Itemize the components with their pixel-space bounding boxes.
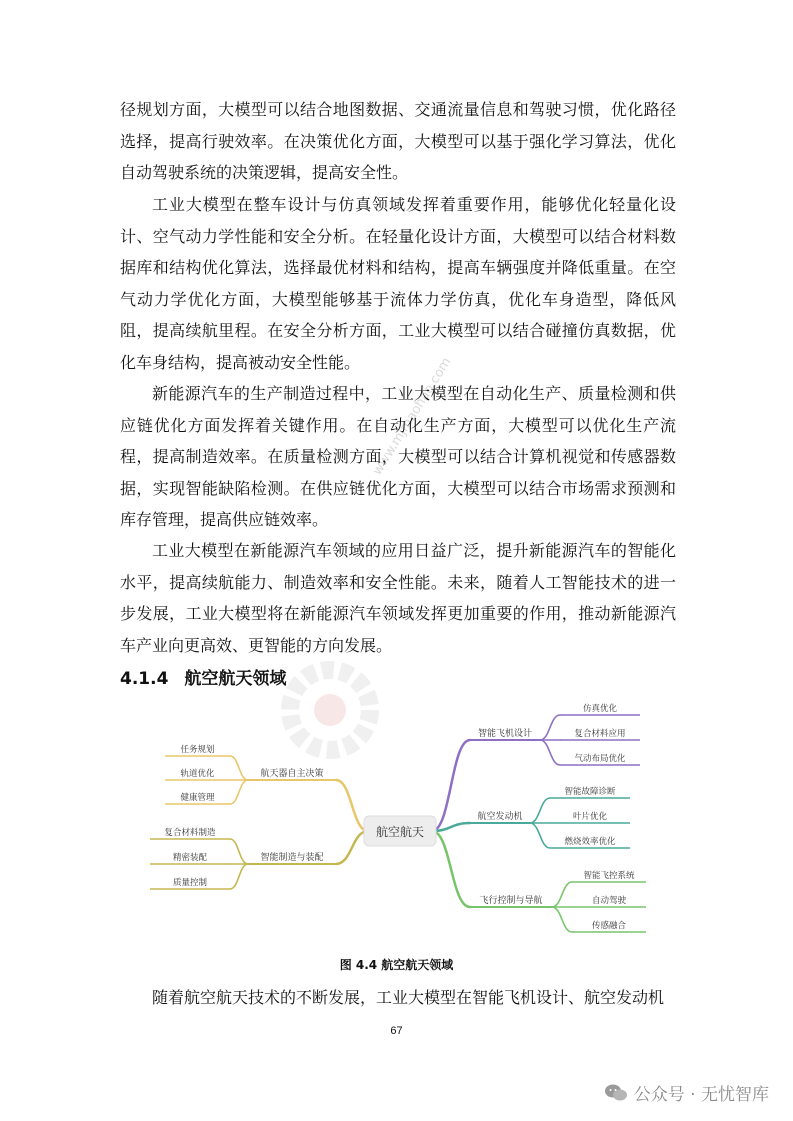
branch-connector <box>432 740 470 831</box>
leaf-connector <box>230 756 248 780</box>
page-number: 67 <box>390 1025 403 1037</box>
branch-connector <box>336 780 368 831</box>
leaf-connector <box>230 780 248 804</box>
paragraph-1: 径规划方面，大模型可以结合地图数据、交通流量信息和驾驶习惯，优化路径选择，提高行驶效率。在决策优化方面，大模型可以基于强化学习算法，优化自动驾驶系统的决策逻辑，提高安全性。 <box>120 100 676 182</box>
leaf-label: 任务规划 <box>180 745 215 755</box>
leaf-label: 智能飞控系统 <box>583 871 635 881</box>
watermark-text: www.mjmaohao.com <box>370 355 455 478</box>
leaf-label: 复合材料制造 <box>164 828 216 838</box>
figure-caption: 图 4.4 航空航天领域 <box>339 958 454 972</box>
branch-connector <box>432 831 470 907</box>
center-node-label: 航空航天 <box>375 825 425 839</box>
wechat-icon <box>604 1083 628 1103</box>
leaf-label: 轨道优化 <box>180 769 215 779</box>
leaf-label: 复合材料应用 <box>574 729 626 739</box>
leaf-label: 仿真优化 <box>582 704 618 714</box>
leaf-label: 健康管理 <box>180 793 215 803</box>
leaf-label: 叶片优化 <box>572 812 608 822</box>
leaf-connector <box>552 882 572 907</box>
mindmap-diagram <box>140 698 650 948</box>
leaf-label: 精密装配 <box>172 853 208 863</box>
branch-label: 智能飞机设计 <box>477 729 533 739</box>
leaf-label: 传感融合 <box>591 921 627 931</box>
leaf-label: 智能故障诊断 <box>564 787 616 797</box>
leaf-connector <box>230 864 248 889</box>
paragraph-2: 工业大模型在整车设计与仿真领域发挥着重要作用，能够优化轻量化设计、空气动力学性能和安全分析。在轻量化设计方面，大模型可以结合材料数据库和结构优化算法，选择最优材料和结构，提高车辆强度并降低重量。在空气动力学优化方面，大模型能够基于流体力学仿真，优化车身造型，降低风阻，提高续航里程。在安全分析方面，工业大模型可以结合碰撞仿真数据，优化车身结构，提高被动安全性能。 <box>120 195 676 372</box>
leaf-connector <box>530 798 550 823</box>
leaf-connector <box>530 823 550 848</box>
leaf-connector <box>552 907 572 932</box>
section-heading <box>120 664 286 689</box>
paragraph-3: 新能源汽车的生产制造过程中，工业大模型在自动化生产、质量检测和供应链优化方面发挥着关键作用。在自动化生产方面，大模型可以优化生产流程，提高制造效率。在质量检测方面，大模型可以结合计算机视觉和传感器数据，实现智能缺陷检测。在供应链优化方面，大模型可以结合市场需求预测和库存管理，提高供应链效率。 <box>120 384 676 529</box>
paragraph-4: 工业大模型在新能源汽车领域的应用日益广泛，提升新能源汽车的智能化水平，提高续航能力、制造效率和安全性能。未来，随着人工智能技术的进一步发展，工业大模型将在新能源汽车领域发挥更加重要的作用，推动新能源汽车产业向更高效、更智能的方向发展。 <box>120 541 676 655</box>
branch-label: 飞行控制与导航 <box>479 896 543 906</box>
paragraph-5: 随着航空航天技术的不断发展，工业大模型在智能飞机设计、航空发动机 <box>152 988 665 1007</box>
leaf-connector <box>540 740 560 765</box>
leaf-connector <box>230 839 248 864</box>
section-number: 4.1.4 <box>120 669 169 689</box>
branch-label: 智能制造与装配 <box>260 853 324 863</box>
brand-text: 公众号 · 无忧智库 <box>633 1085 769 1105</box>
section-title: 航空航天领域 <box>184 669 287 689</box>
branch-label: 航空发动机 <box>477 812 523 822</box>
leaf-label: 自动驾驶 <box>591 896 627 906</box>
leaf-label: 燃烧效率优化 <box>564 837 616 847</box>
branch-connector <box>336 831 368 864</box>
brand-footer <box>604 1080 769 1105</box>
leaf-connector <box>540 715 560 740</box>
branch-label: 航天器自主决策 <box>260 769 324 779</box>
leaf-label: 气动布局优化 <box>574 754 626 764</box>
leaf-label: 质量控制 <box>172 878 208 888</box>
